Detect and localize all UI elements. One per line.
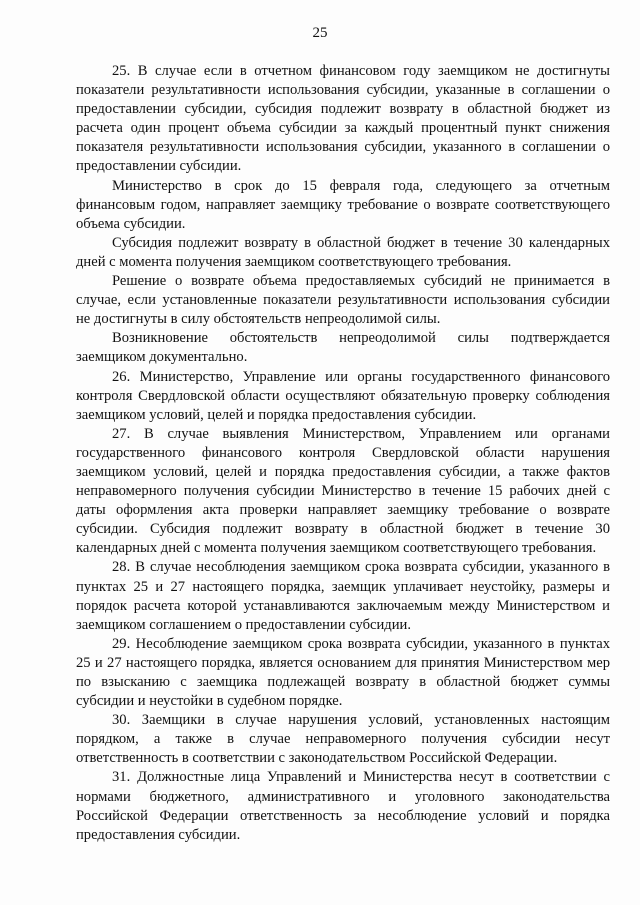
paragraph-25-deadline: Министерство в срок до 15 февраля года, следующего за отчетным финансовым годом, направляет заемщику требование о возврате соответствующего объема субсидии. (76, 177, 610, 232)
paragraph-25-return-term: Субсидия подлежит возврату в областной бюджет в течение 30 календарных дней с момента получения заемщиком соответствующего требования. (76, 234, 610, 270)
paragraph-26: 26. Министерство, Управление или органы государственного финансового контроля Свердловской области осуществляют обязательную проверку соблюдения заемщиком условий, целей и порядка предоставления субсидии. (76, 368, 610, 423)
paragraph-30: 30. Заемщики в случае нарушения условий, установленных настоящим порядком, а также в случае неправомерного получения субсидии несут ответственность в соответствии с законодательством Российской Федерации. (76, 712, 610, 767)
paragraph-27: 27. В случае выявления Министерством, Управлением или органами государственного финансового контроля Свердловской области нарушения заемщиком условий, целей и порядка предоставления субсидии, а также фактов неправомерного получения субсидии Министерство в течение 15 рабочих дней с даты оформления акта проверки направляет заемщику требование о возврате субсидии. Субсидия подлежит возврату в областной бюджет в течение 30 календарных дней с момента получения заемщиком соответствующего требования. (76, 425, 610, 557)
paragraph-25-documentation: Возникновение обстоятельств непреодолимой силы подтверждается заемщиком документально. (76, 330, 610, 366)
paragraph-28: 28. В случае несоблюдения заемщиком срока возврата субсидии, указанного в пунктах 25 и 27 настоящего порядка, заемщик уплачивает неустойку, размеры и порядок расчета которой устанавливаются заключаемым между Министерством и заемщиком соглашением о предоставлении субсидии. (76, 559, 610, 633)
paragraph-31: 31. Должностные лица Управлений и Министерства несут в соответствии с нормами бюджетного, административного и уголовного законодательства Российской Федерации ответственность за несоблюдение условий и порядка предоставления субсидии. (76, 769, 610, 843)
paragraph-25: 25. В случае если в отчетном финансовом году заемщиком не достигнуты показатели результативности использования субсидии, указанные в соглашении о предоставлении субсидии, субсидия подлежит возврату в областной бюджет из расчета один процент объема субсидии за каждый процентный пункт снижения показателя результативности использования субсидии, указанного в соглашении о предоставлении субсидии. (76, 63, 610, 175)
page-number: 25 (312, 25, 328, 41)
document-body (76, 62, 610, 845)
paragraph-25-force-majeure: Решение о возврате объема предоставляемых субсидий не принимается в случае, если установленные показатели результативности использования субсидии не достигнуты в силу обстоятельств непреодолимой силы. (76, 273, 610, 328)
paragraph-29: 29. Несоблюдение заемщиком срока возврата субсидии, указанного в пунктах 25 и 27 настоящего порядка, является основанием для принятия Министерством мер по взысканию с заемщика подлежащей возврату в областной бюджет суммы субсидии и неустойки в судебном порядке. (76, 635, 610, 710)
